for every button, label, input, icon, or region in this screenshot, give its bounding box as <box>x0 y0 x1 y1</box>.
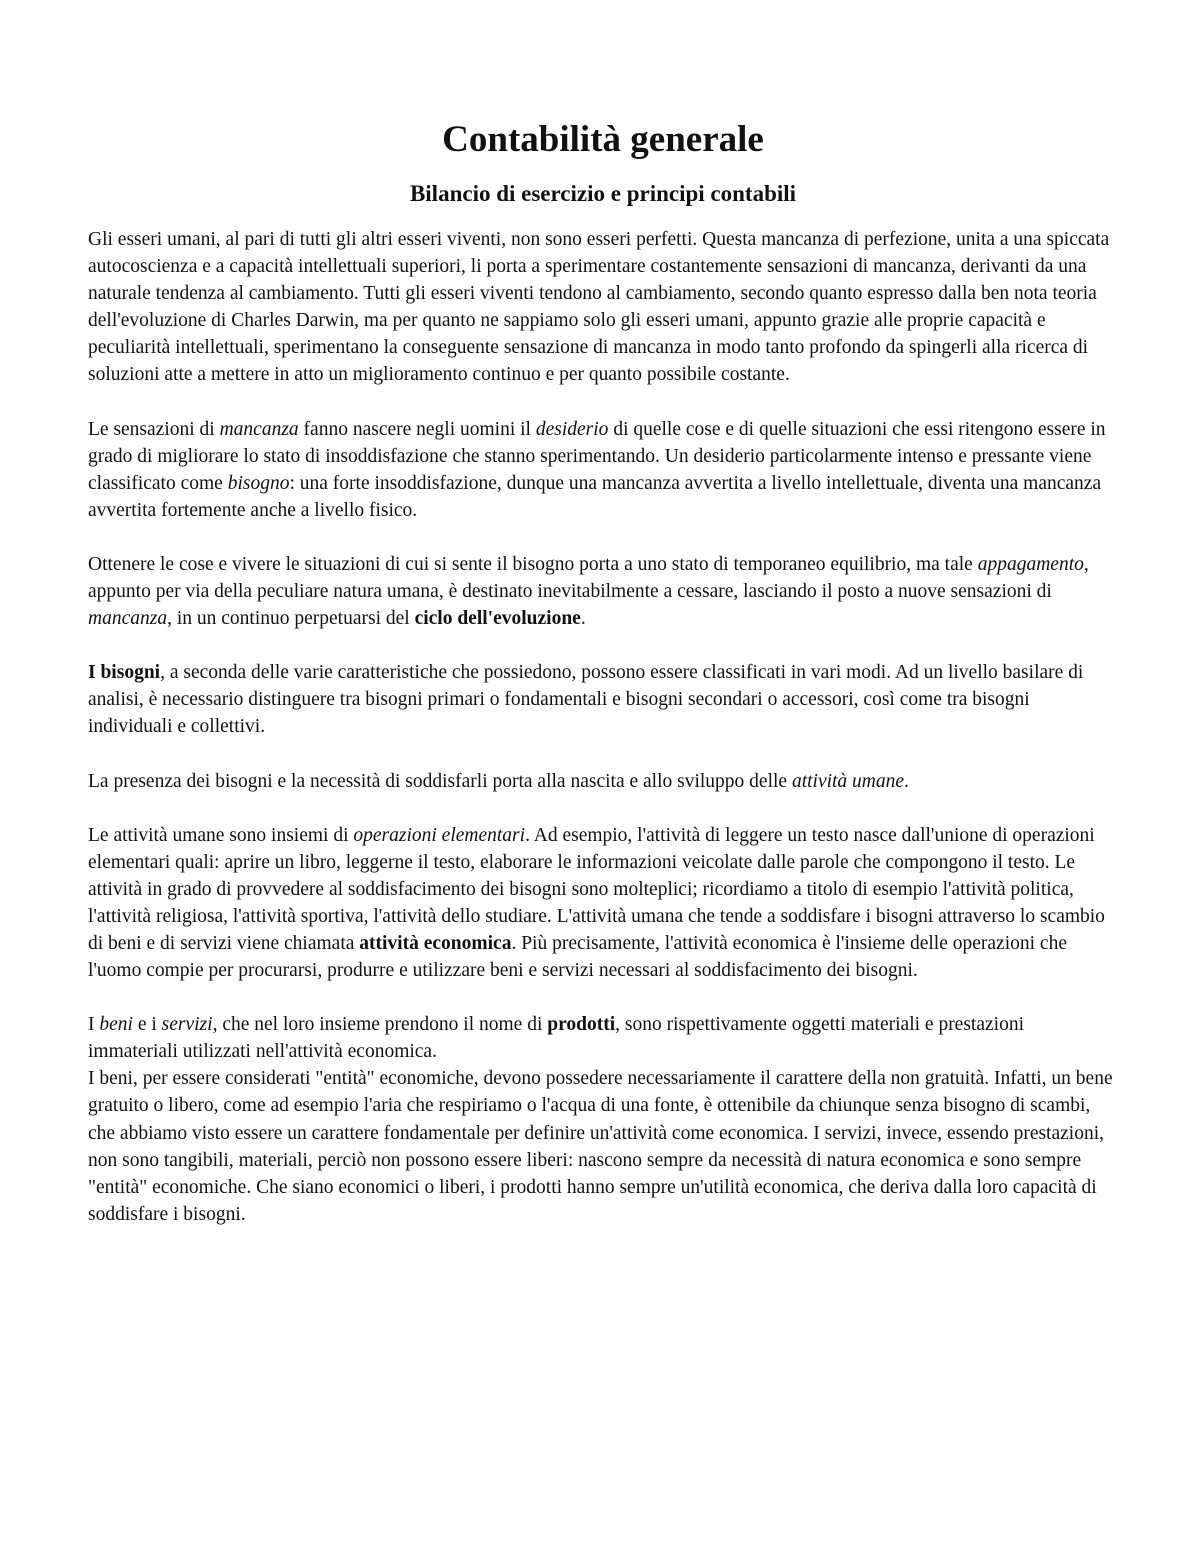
text-span: : una forte insoddisfazione, dunque una mancanza avvertita a livello intellettuale, diventa una mancanza avvertita fortemente anche a livello fisico. <box>88 472 1102 521</box>
emphasis-mancanza: mancanza <box>88 608 168 630</box>
text-span: . Ad esempio, l'attività di leggere un testo nasce dall'unione di operazioni elementari quali: aprire un libro, leggerne il testo, elaborare le informazioni veicolate dalle parole che compongono il testo. Le attività in grado di provvedere al soddisfacimento dei bisogni sono molteplici; ricordiamo a titolo di esempio l'attività politica, l'attività religiosa, l'attività sportiva, l'attività dello studiare. L'attività umana che tende a soddisfare i bisogni attraverso lo scambio di beni e di servizi viene chiamata <box>88 824 1105 954</box>
text-span: Le sensazioni di <box>88 418 220 440</box>
text-span: Ottenere le cose e vivere le situazioni di cui si sente il bisogno porta a uno stato di temporaneo equilibrio, ma tale <box>88 553 978 575</box>
text-span: di quelle cose e di quelle situazioni che essi ritengono essere in grado di migliorare lo stato di insoddisfazione che stanno sperimentando. Un desiderio particolarmente intenso e pressante viene classificato come <box>88 418 1106 494</box>
emphasis-bisogno: bisogno <box>227 472 290 494</box>
emphasis-desiderio: desiderio <box>535 418 609 440</box>
document-title: Contabilità generale <box>442 119 764 160</box>
document-subtitle: Bilancio di esercizio e principi contabili <box>409 181 797 206</box>
text-span: , in un continuo perpetuarsi del <box>167 608 415 630</box>
paragraph-bisogni <box>88 659 1118 740</box>
text-span: I <box>88 1014 100 1036</box>
text-span: , sono rispettivamente oggetti materiali e prestazioni immateriali utilizzati nell'attività economica. <box>88 1014 1024 1063</box>
text-span: , a seconda delle varie caratteristiche che possiedono, possono essere classificati in vari modi. Ad un livello basilare di analisi, è necessario distinguere tra bisogni primari o fondamentali e bisogni secondari o accessori, così come tra bisogni individuali e collettivi. <box>88 662 1084 738</box>
text-span: , che nel loro insieme prendono il nome di <box>212 1014 548 1036</box>
bold-ciclo-evoluzione: ciclo dell'evoluzione <box>414 608 581 630</box>
emphasis-servizi: servizi <box>161 1014 213 1036</box>
text-span: . <box>580 608 586 630</box>
paragraph-operazioni <box>88 822 1118 985</box>
bold-bisogni: I bisogni <box>88 662 161 684</box>
text-span: Le attività umane sono insiemi di <box>88 824 354 846</box>
emphasis-operazioni-elementari: operazioni elementari <box>353 824 526 846</box>
paragraph-intro: Gli esseri umani, al pari di tutti gli altri esseri viventi, non sono esseri perfetti. Questa mancanza di perfezione, unita a una spiccata autocoscienza e a capacità intellettuali superiori, li porta a sperimentare costantemente sensazioni di mancanza, derivanti da una naturale tendenza al cambiamento. Tutti gli esseri viventi tendono al cambiamento, secondo quanto espresso dalla ben nota teoria dell'evoluzione di Charles Darwin, ma per quanto ne sappiamo solo gli esseri umani, appunto grazie alle proprie capacità e peculiarità intellettuali, sperimentano la conseguente sensazione di mancanza in modo tanto profondo da spingerli alla ricerca di soluzioni atte a mettere in atto un miglioramento continuo e per quanto possibile costante. <box>88 229 1110 386</box>
paragraph-prodotti <box>88 1011 1118 1065</box>
text-span: fanno nascere negli uomini il <box>298 418 536 440</box>
text-span: , appunto per via della peculiare natura umana, è destinato inevitabilmente a cessare, lasciando il posto a nuove sensazioni di <box>88 553 1089 603</box>
text-span: . Più precisamente, l'attività economica è l'insieme delle operazioni che l'uomo compie per procurarsi, produrre e utilizzare beni e servizi necessari al soddisfacimento dei bisogni. <box>88 932 1067 982</box>
document-page <box>88 112 1118 1255</box>
paragraph-beni-servizi: I beni, per essere considerati "entità" economiche, devono possedere necessariamente il carattere della non gratuità. Infatti, un bene gratuito o libero, come ad esempio l'aria che respiriamo o l'acqua di una fonte, è ottenibile da chiunque senza bisogno di scambi, che abbiamo visto essere un carattere fondamentale per definire un'attività come economica. I servizi, invece, essendo prestazioni, non sono tangibili, materiali, perciò non possono essere liberi: nascono sempre da necessità di natura economica e sono sempre "entità" economiche. Che siano economici o liberi, i prodotti hanno sempre un'utilità economica, che deriva dalla loro capacità di soddisfare i bisogni. <box>88 1068 1113 1225</box>
bold-attivita-economica: attività economica <box>359 932 512 954</box>
paragraph-mancanza <box>88 416 1118 524</box>
emphasis-beni: beni <box>99 1014 133 1036</box>
emphasis-appagamento: appagamento <box>977 553 1084 575</box>
bold-prodotti: prodotti <box>547 1014 616 1036</box>
text-span: La presenza dei bisogni e la necessità di soddisfarli porta alla nascita e allo sviluppo delle <box>88 770 792 792</box>
text-span: . <box>904 770 909 792</box>
text-span: e i <box>132 1014 162 1036</box>
paragraph-appagamento <box>88 551 1118 632</box>
emphasis-attivita-umane: attività umane <box>791 770 905 792</box>
paragraph-attivita <box>88 768 1118 795</box>
emphasis-mancanza: mancanza <box>219 418 299 440</box>
